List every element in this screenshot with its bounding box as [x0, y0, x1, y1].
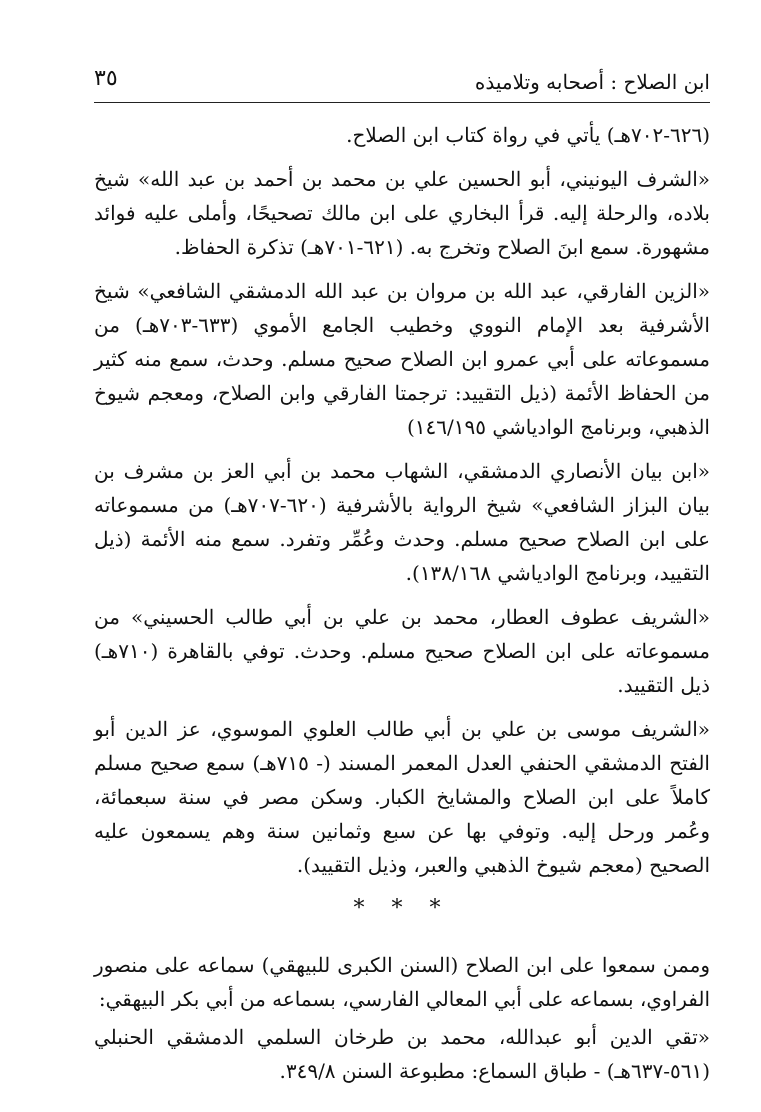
section-separator: * * *: [353, 896, 451, 921]
header-rule: [94, 102, 710, 103]
paragraph-4: «ابن بيان الأنصاري الدمشقي، الشهاب محمد بن أبي العز بن مشرف بن بيان البزاز الشافعي» شيخ الرواية بالأشرفية (٦٢٠-٧٠٧هـ) من مسموعاته على ابن الصلاح صحيح مسلم. وحدث وعُمِّر وتفرد. سمع منه الأئمة (ذيل التقييد، وبرنامج الوادياشي ١٣٨/١٦٨).: [94, 459, 710, 585]
paragraph-6: «الشريف موسى بن علي بن أبي طالب العلوي الموسوي، عز الدين أبو الفتح الدمشقي الحنفي العدل المعمر المسند (- ٧١٥هـ) سمع صحيح مسلم كاملاً على ابن الصلاح والمشايخ الكبار. وسكن مصر في سنة سبعمائة، وعُمر ورحل إليه. وتوفي بها عن سبع وثمانين سنة وهم يسمعون عليه الصحيح (معجم شيوخ الذهبي والعبر، وذيل التقييد).: [94, 717, 710, 877]
page-number: ٣٥: [94, 66, 118, 91]
paragraph-5: «الشريف عطوف العطار، محمد بن علي بن أبي طالب الحسيني» من مسموعاته على ابن الصلاح صحيح مسلم. وحدث. توفي بالقاهرة (٧١٠هـ) ذيل التقييد.: [94, 605, 710, 697]
paragraph-2: «الشرف اليونيني، أبو الحسين علي بن محمد بن أحمد بن عبد الله» شيخ بلاده، والرحلة إليه. قرأ البخاري على ابن مالك تصحيحًا، وأملى عليه فوائد مشهورة. سمع ابنَ الصلاح وتخرج به. (٦٢١-٧٠١هـ) تذكرة الحفاظ.: [94, 167, 710, 259]
page-header: [94, 62, 710, 100]
paragraph-1: (٦٢٦-٧٠٢هـ) يأتي في رواة كتاب ابن الصلاح.: [346, 123, 710, 147]
running-title: ابن الصلاح : أصحابه وتلاميذه: [474, 70, 710, 94]
page-body: [94, 118, 710, 1092]
paragraph-7: وممن سمعوا على ابن الصلاح (السنن الكبرى للبيهقي) سماعه على منصور الفراوي، بسماعه على أبي المعالي الفارسي، بسماعه من أبي بكر البيهقي:: [94, 953, 710, 1011]
paragraph-3: «الزين الفارقي، عبد الله بن مروان بن عبد الله الدمشقي الشافعي» شيخ الأشرفية بعد الإمام النووي وخطيب الجامع الأموي (٦٣٣-٧٠٣هـ) من مسموعاته على أبي عمرو ابن الصلاح صحيح مسلم. وحدث، سمع منه كثير من الحفاظ الأئمة (ذيل التقييد: ترجمتا الفارقي وابن الصلاح، ومعجم شيوخ الذهبي، وبرنامج الوادياشي ١٤٦/١٩٥): [94, 279, 710, 439]
paragraph-8: «تقي الدين أبو عبدالله، محمد بن طرخان السلمي الدمشقي الحنبلي (٥٦١-٦٣٧هـ) - طباق السماع: مطبوعة السنن ٣٤٩/٨.: [94, 1025, 710, 1083]
